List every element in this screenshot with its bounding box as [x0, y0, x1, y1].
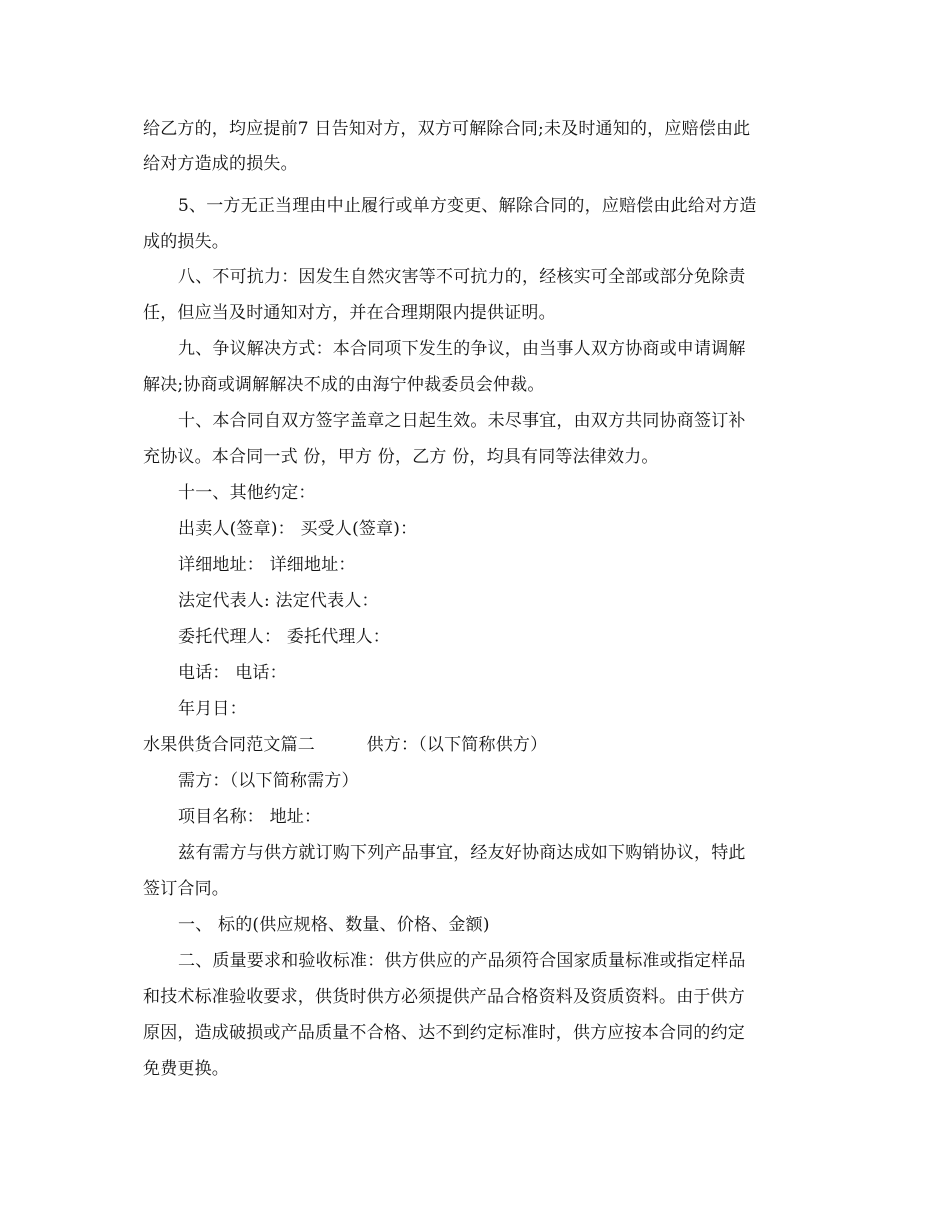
text-line: 和技术标准验收要求，供货时供方必须提供产品合格资料及资质资料。由于供方 [143, 987, 745, 1007]
text-line: 给乙方的，均应提前7 日告知对方，双方可解除合同;未及时通知的，应赔偿由此 [143, 119, 751, 139]
text-line: 九、争议解决方式：本合同项下发生的争议，由当事人双方协商或申请调解 [178, 339, 746, 359]
text-line: 需方：（以下简称需方） [178, 771, 359, 791]
text-line: 任，但应当及时通知对方，并在合理期限内提供证明。 [143, 303, 556, 323]
text-line: 委托代理人： 委托代理人： [178, 627, 391, 647]
text-line: 免费更换。 [143, 1059, 229, 1079]
text-line: 详细地址： 详细地址： [178, 555, 356, 575]
text-line: 成的损失。 [143, 232, 229, 252]
text-line: 一、 标的(供应规格、数量、价格、金额) [178, 915, 490, 935]
text-line: 出卖人(签章)： 买受人(签章)： [178, 519, 418, 539]
text-line: 电话： 电话： [178, 663, 287, 683]
text-line: 二、质量要求和验收标准：供方供应的产品须符合国家质量标准或指定样品 [178, 951, 746, 971]
text-line: 原因，造成破损或产品质量不合格、达不到约定标准时，供方应按本合同的约定 [143, 1023, 745, 1043]
text-line: 兹有需方与供方就订购下列产品事宜，经友好协商达成如下购销协议，特此 [178, 843, 746, 863]
section-heading: 水果供货合同范文篇二 供方：（以下简称供方） [143, 735, 548, 755]
text-line: 项目名称： 地址： [178, 807, 322, 827]
text-line: 十、本合同自双方签字盖章之日起生效。未尽事宜，由双方共同协商签订补 [178, 411, 746, 431]
text-line: 十一、其他约定： [178, 483, 316, 503]
text-line: 年月日： [178, 699, 247, 719]
text-line: 法定代表人: 法定代表人： [178, 591, 379, 611]
text-line: 5、一方无正当理由中止履行或单方变更、解除合同的，应赔偿由此给对方造 [178, 196, 757, 216]
text-line: 充协议。本合同一式 份，甲方 份，乙方 份，均具有同等法律效力。 [143, 447, 659, 467]
text-line: 给对方造成的损失。 [143, 154, 298, 174]
text-line: 八、不可抗力：因发生自然灾害等不可抗力的，经核实可全部或部分免除责 [178, 267, 746, 287]
text-line: 签订合同。 [143, 879, 229, 899]
text-line: 解决;协商或调解解决不成的由海宁仲裁委员会仲裁。 [143, 375, 545, 395]
